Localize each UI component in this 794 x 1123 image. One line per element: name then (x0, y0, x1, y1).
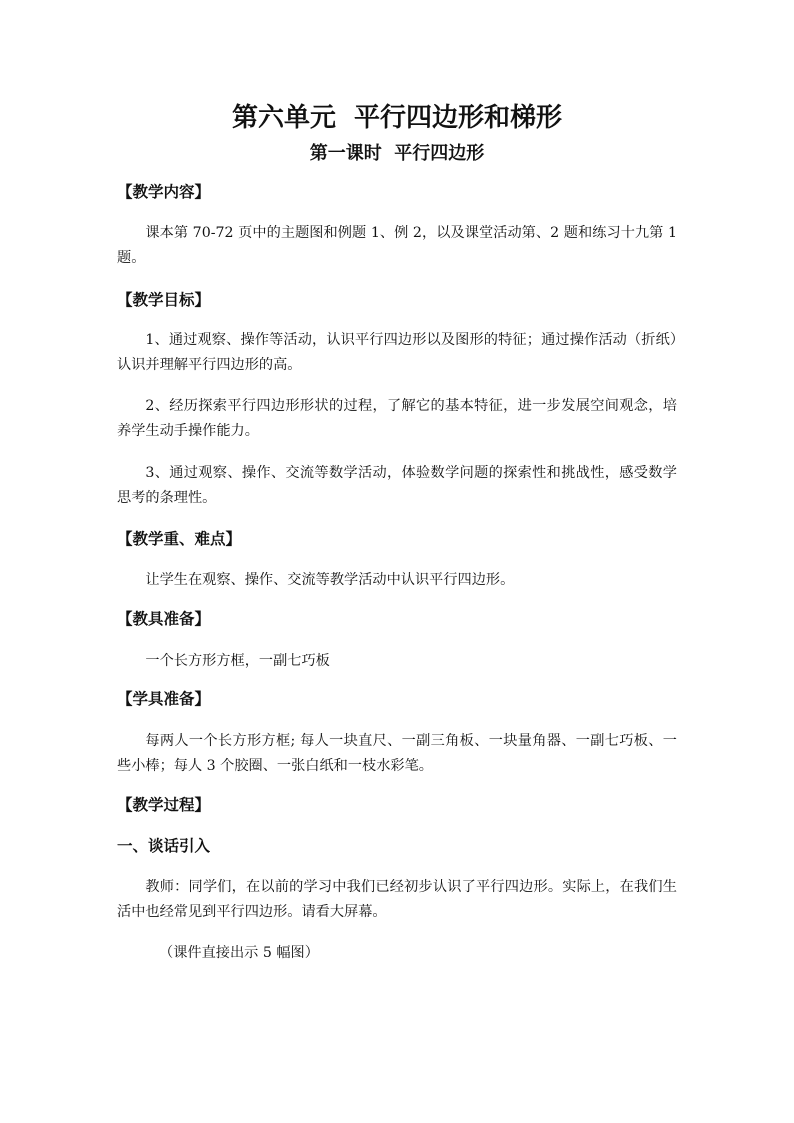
key-points-text: 让学生在观察、操作、交流等教学活动中认识平行四边形。 (145, 572, 515, 588)
teaching-goal-3: 3、通过观察、操作、交流等数学活动，体验数学问题的探索性和挑战性，感受数学思考的条理性。 (117, 465, 677, 506)
teaching-goal-2: 2、经历探索平行四边形形状的过程，了解它的基本特征，进一步发展空间观念，培养学生动手操作能力。 (117, 398, 677, 439)
step-1-heading: 一、谈话引入 (117, 837, 211, 855)
student-tools-text: 每两人一个长方形方框; 每人一块直尺、一副三角板、一块量角器、一副七巧板、一些小棒；每人 3 个胶圈、一张白纸和一枝水彩笔。 (117, 733, 677, 774)
student-tools-heading: 【学具准备】 (117, 690, 211, 708)
teacher-tools-heading: 【教具准备】 (117, 610, 211, 628)
teaching-goals-heading: 【教学目标】 (117, 291, 211, 309)
unit-title: 第六单元 平行四边形和梯形 (231, 103, 563, 133)
teaching-goal-1: 1、通过观察、操作等活动，认识平行四边形以及图形的特征；通过操作活动（折纸）认识并理解平行四边形的高。 (117, 332, 677, 373)
teaching-content-text: 课本第 70-72 页中的主题图和例题 1、例 2，以及课堂活动第、2 题和练习十九第 1 题。 (117, 225, 677, 266)
teacher-tools-text: 一个长方形方框，一副七巧板 (145, 653, 330, 669)
step-1-text: 教师：同学们，在以前的学习中我们已经初步认识了平行四边形。实际上，在我们生活中也经常见到平行四边形。请看大屏幕。 (117, 879, 677, 920)
step-1-note: （课件直接出示 5 幅图） (159, 945, 319, 961)
teaching-process-heading: 【教学过程】 (117, 796, 211, 814)
teaching-content-heading: 【教学内容】 (117, 183, 211, 201)
key-points-heading: 【教学重、难点】 (117, 530, 242, 548)
lesson-subtitle: 第一课时 平行四边形 (309, 143, 485, 164)
